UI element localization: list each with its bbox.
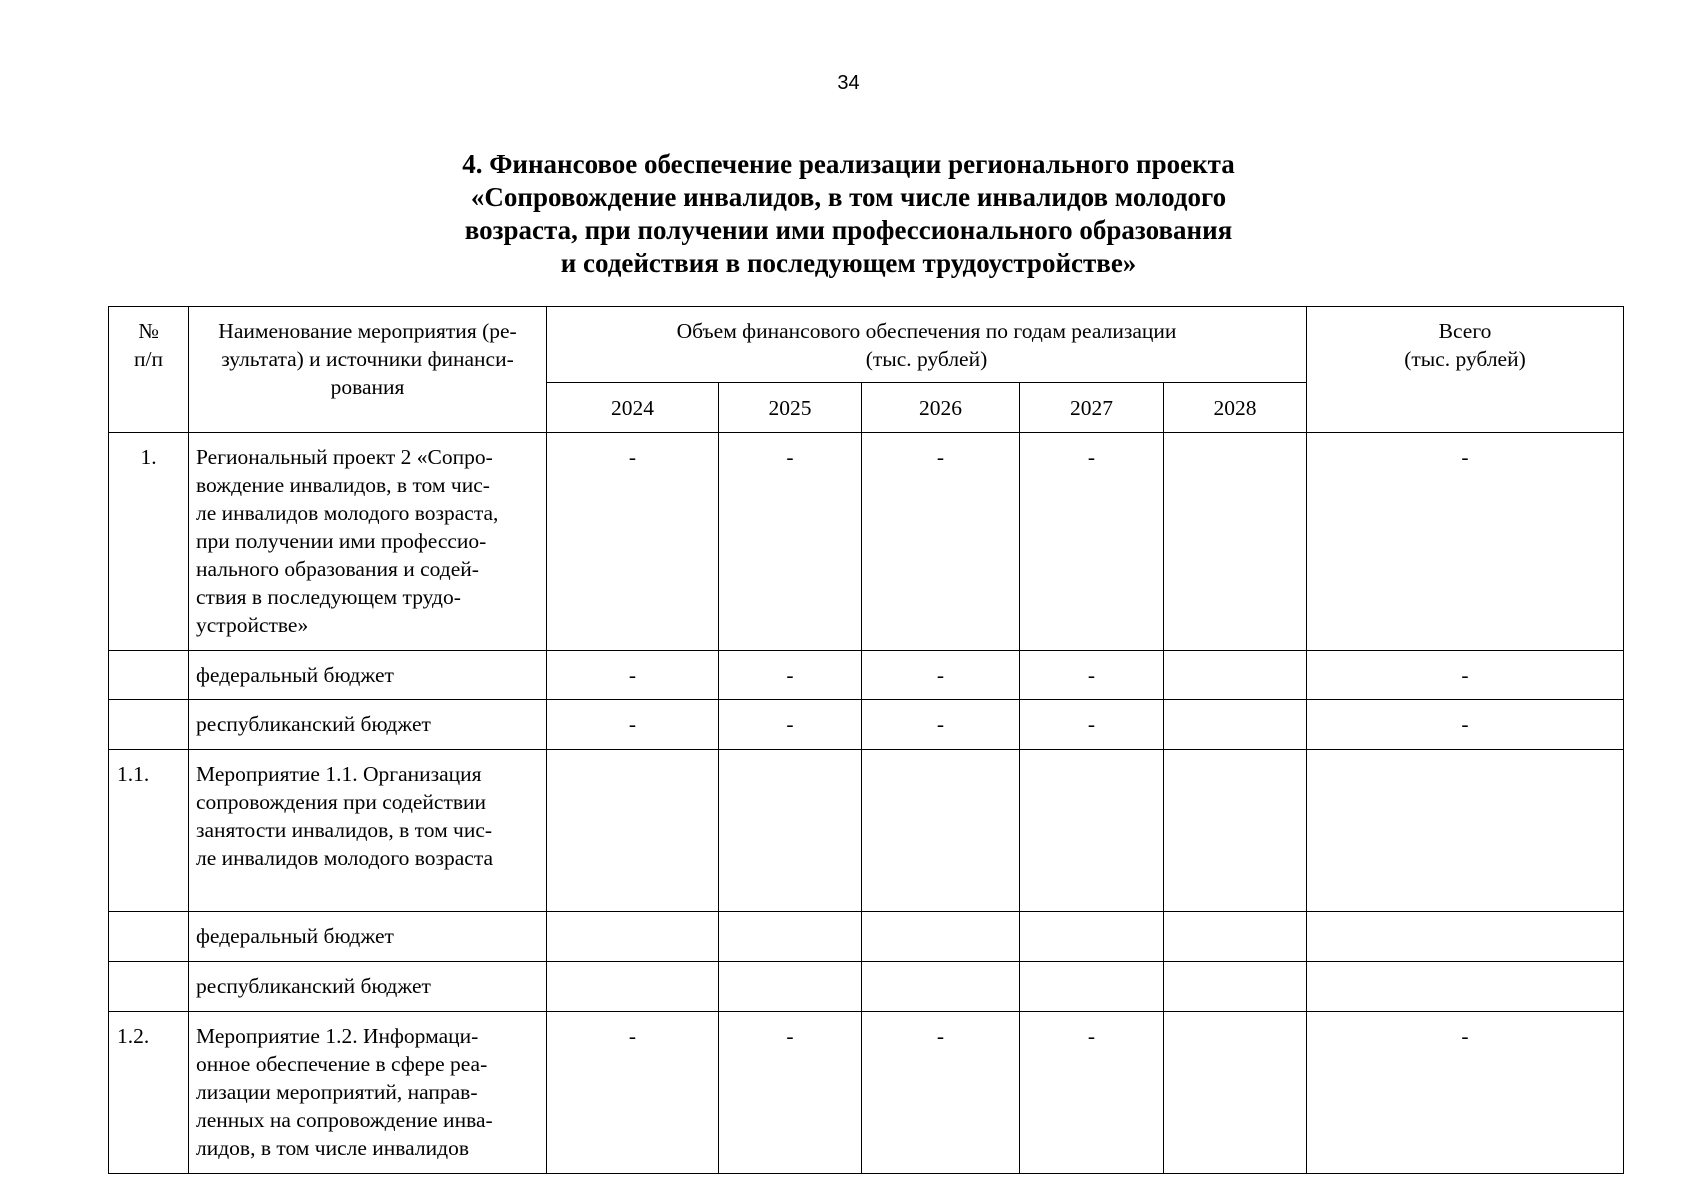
- total-value-cell: [1307, 912, 1624, 962]
- year-value-cell: -: [1020, 651, 1164, 700]
- row-name-line: ле инвалидов молодого возраста: [196, 846, 494, 870]
- row-name-line: республиканский бюджет: [196, 974, 431, 998]
- year-value-cell: -: [719, 700, 862, 750]
- year-value-cell: -: [547, 433, 719, 651]
- total-value-cell: [1307, 750, 1624, 912]
- header-volume: Объем финансового обеспечения по годам реализации (тыс. рублей): [547, 307, 1307, 383]
- row-number: 1.: [109, 433, 189, 651]
- year-value-cell: [1020, 962, 1164, 1012]
- year-value-cell: -: [862, 700, 1020, 750]
- year-value-cell: [1020, 750, 1164, 912]
- year-value-cell: -: [1020, 700, 1164, 750]
- table-row: [109, 700, 1624, 750]
- header-year: 2027: [1020, 383, 1164, 433]
- year-value-cell: [862, 962, 1020, 1012]
- row-name-line: занятости инвалидов, в том чис-: [196, 818, 493, 842]
- row-number: [109, 700, 189, 750]
- table-row: [109, 962, 1624, 1012]
- year-value-cell: [1164, 651, 1307, 700]
- row-name-line: ле инвалидов молодого возраста,: [196, 501, 499, 525]
- year-value-cell: -: [719, 651, 862, 700]
- total-value-cell: -: [1307, 651, 1624, 700]
- year-value-cell: [719, 912, 862, 962]
- row-name-line: сопровождения при содействии: [196, 790, 487, 814]
- row-name: [189, 962, 547, 1012]
- row-name-line: федеральный бюджет: [196, 663, 394, 687]
- year-value-cell: [719, 962, 862, 1012]
- title-line: «Сопровождение инвалидов, в том числе инвалидов молодого: [470, 182, 1227, 212]
- total-value-cell: [1307, 962, 1624, 1012]
- row-name-line: ствия в последующем трудо-: [196, 585, 461, 609]
- table-row: [109, 651, 1624, 700]
- row-name-line: Мероприятие 1.1. Организация: [196, 762, 482, 786]
- header-year: 2025: [719, 383, 862, 433]
- row-name-line: лидов, в том числе инвалидов: [196, 1136, 469, 1160]
- year-value-cell: [1020, 912, 1164, 962]
- financing-table: [108, 306, 1624, 1174]
- year-value-cell: -: [547, 1012, 719, 1174]
- year-value-cell: -: [719, 433, 862, 651]
- table-row: [109, 912, 1624, 962]
- total-value-cell: -: [1307, 1012, 1624, 1174]
- row-name-line: Мероприятие 1.2. Информаци-: [196, 1024, 479, 1048]
- header-num: № п/п: [109, 307, 189, 433]
- header-total: Всего (тыс. рублей): [1307, 307, 1624, 433]
- row-name-line: онное обеспечение в сфере реа-: [196, 1052, 488, 1076]
- row-name-line: Региональный проект 2 «Сопро-: [196, 445, 493, 469]
- year-value-cell: -: [862, 651, 1020, 700]
- row-name-line: нального образования и содей-: [196, 557, 479, 581]
- year-value-cell: -: [862, 433, 1020, 651]
- year-value-cell: [862, 912, 1020, 962]
- title-line: возраста, при получении ими профессионального образования: [464, 215, 1233, 245]
- year-value-cell: -: [547, 700, 719, 750]
- year-value-cell: [547, 962, 719, 1012]
- year-value-cell: [1164, 433, 1307, 651]
- page-number: 34: [837, 72, 860, 94]
- table-body: [109, 433, 1624, 1174]
- year-value-cell: -: [1020, 1012, 1164, 1174]
- row-name-line: при получении ими профессио-: [196, 529, 487, 553]
- title-line: и содействия в последующем трудоустройстве»: [560, 248, 1137, 278]
- header-year: 2026: [862, 383, 1020, 433]
- total-value-cell: -: [1307, 700, 1624, 750]
- row-name-line: вождение инвалидов, в том чис-: [196, 473, 490, 497]
- row-number: [109, 912, 189, 962]
- section-title: [300, 148, 1397, 280]
- header-year: 2024: [547, 383, 719, 433]
- year-value-cell: [719, 750, 862, 912]
- year-value-cell: [1164, 700, 1307, 750]
- header-name: Наименование мероприятия (ре- зультата) и источники финанси- рования: [189, 307, 547, 433]
- row-number: [109, 651, 189, 700]
- table-row: [109, 750, 1624, 912]
- year-value-cell: [547, 750, 719, 912]
- year-value-cell: -: [719, 1012, 862, 1174]
- row-name-line: лизации мероприятий, направ-: [196, 1080, 478, 1104]
- header-year: 2028: [1164, 383, 1307, 433]
- year-value-cell: -: [1020, 433, 1164, 651]
- row-number: 1.1.: [109, 750, 189, 912]
- table-row: [109, 433, 1624, 651]
- table-row: [109, 1012, 1624, 1174]
- row-name: [189, 700, 547, 750]
- row-name: [189, 750, 547, 912]
- year-value-cell: [1164, 750, 1307, 912]
- year-value-cell: [1164, 962, 1307, 1012]
- row-name: [189, 433, 547, 651]
- year-value-cell: -: [862, 1012, 1020, 1174]
- row-name-line: республиканский бюджет: [196, 712, 431, 736]
- row-name-line: федеральный бюджет: [196, 924, 394, 948]
- year-value-cell: [1164, 1012, 1307, 1174]
- row-number: 1.2.: [109, 1012, 189, 1174]
- year-value-cell: [862, 750, 1020, 912]
- row-name: [189, 912, 547, 962]
- row-number: [109, 962, 189, 1012]
- row-name: [189, 651, 547, 700]
- year-value-cell: -: [547, 651, 719, 700]
- total-value-cell: -: [1307, 433, 1624, 651]
- table-header-row: [109, 307, 1624, 383]
- row-name: [189, 1012, 547, 1174]
- year-value-cell: [1164, 912, 1307, 962]
- title-line: 4. Финансовое обеспечение реализации регионального проекта: [462, 149, 1235, 179]
- row-name-line: ленных на сопровождение инва-: [196, 1108, 493, 1132]
- year-value-cell: [547, 912, 719, 962]
- row-name-line: устройстве»: [196, 613, 309, 637]
